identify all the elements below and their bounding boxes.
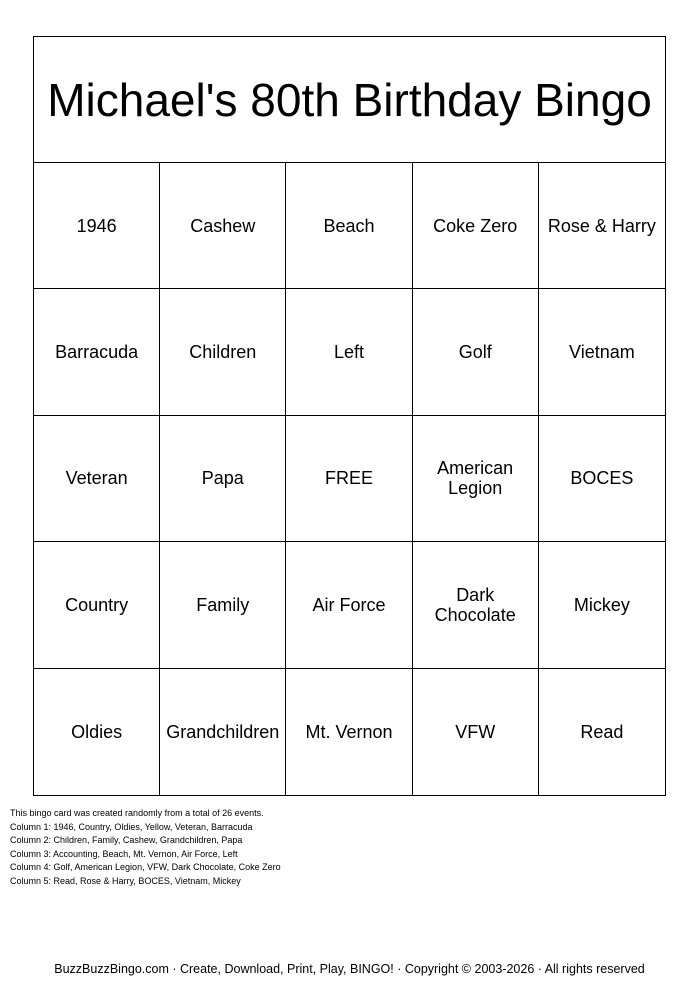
free-space-cell[interactable] [286,416,412,542]
bingo-cell-label: Left [333,342,364,363]
bingo-cell-label: 1946 [76,215,117,236]
bingo-cell-label: Veteran [65,468,128,489]
card-title: Michael's 80th Birthday Bingo [34,37,665,163]
bingo-cell-label: Vietnam [569,342,635,363]
bingo-cell-label: FREE [324,468,373,489]
info-line: Column 1: 1946, Country, Oldies, Yellow, Veteran, Barracuda [10,821,253,832]
bingo-grid [34,163,665,795]
bingo-cell[interactable] [160,416,286,542]
bingo-cell-label: VFW [455,721,496,742]
bingo-cell-label: Air Force [312,594,386,615]
bingo-cell[interactable] [160,669,286,795]
bingo-cell-label: Mickey [573,594,630,615]
bingo-cell[interactable] [34,163,160,289]
bingo-cell-label: Cashew [190,215,256,236]
footer-text: BuzzBuzzBingo.com · Create, Download, Print, Play, BINGO! · Copyright © 2003-2026 · All rights reserved [54,962,645,976]
bingo-cell[interactable] [160,542,286,668]
bingo-cell[interactable] [160,163,286,289]
bingo-cell-label: Read [580,721,624,742]
bingo-cell[interactable] [539,163,665,289]
info-line: Column 4: Golf, American Legion, VFW, Dark Chocolate, Coke Zero [10,862,281,872]
bingo-card [33,36,666,796]
bingo-cell[interactable] [539,416,665,542]
bingo-cell-label: Children [189,342,257,363]
bingo-cell-label: BOCES [570,468,634,489]
bingo-cell[interactable] [413,289,539,415]
bingo-cell[interactable] [286,669,412,795]
bingo-cell-label: American Legion [437,458,514,499]
bingo-cell[interactable] [286,163,412,289]
bingo-cell-label: Golf [458,342,492,363]
bingo-cell[interactable] [34,542,160,668]
bingo-cell-label: Country [65,594,129,615]
bingo-cell-label: Coke Zero [433,215,518,236]
bingo-cell-label: Papa [201,468,244,489]
bingo-cell-label: Family [196,594,250,615]
bingo-cell[interactable] [413,542,539,668]
info-line: Column 2: Children, Family, Cashew, Grandchildren, Papa [10,835,243,845]
bingo-cell[interactable] [286,289,412,415]
bingo-cell[interactable] [34,289,160,415]
bingo-cell-label: Beach [323,215,375,236]
bingo-cell-label: Mt. Vernon [305,721,393,742]
bingo-cell[interactable] [286,542,412,668]
info-line: Column 3: Accounting, Beach, Mt. Vernon, Air Force, Left [10,848,238,859]
bingo-cell-label: Grandchildren [166,721,280,742]
bingo-cell[interactable] [160,289,286,415]
bingo-cell-label: Oldies [71,721,123,742]
bingo-cell-label: Barracuda [55,342,139,363]
bingo-cell-label: Dark Chocolate [434,584,516,625]
bingo-cell[interactable] [539,289,665,415]
bingo-cell[interactable] [34,669,160,795]
info-line: This bingo card was created randomly from a total of 26 events. [10,808,264,818]
bingo-cell-label: Rose & Harry [547,215,656,236]
bingo-cell[interactable] [34,416,160,542]
info-line: Column 5: Read, Rose & Harry, BOCES, Vietnam, Mickey [10,875,241,886]
card-info [10,807,281,888]
bingo-cell[interactable] [413,416,539,542]
bingo-cell[interactable] [413,669,539,795]
bingo-cell[interactable] [539,542,665,668]
bingo-cell[interactable] [413,163,539,289]
bingo-cell[interactable] [539,669,665,795]
